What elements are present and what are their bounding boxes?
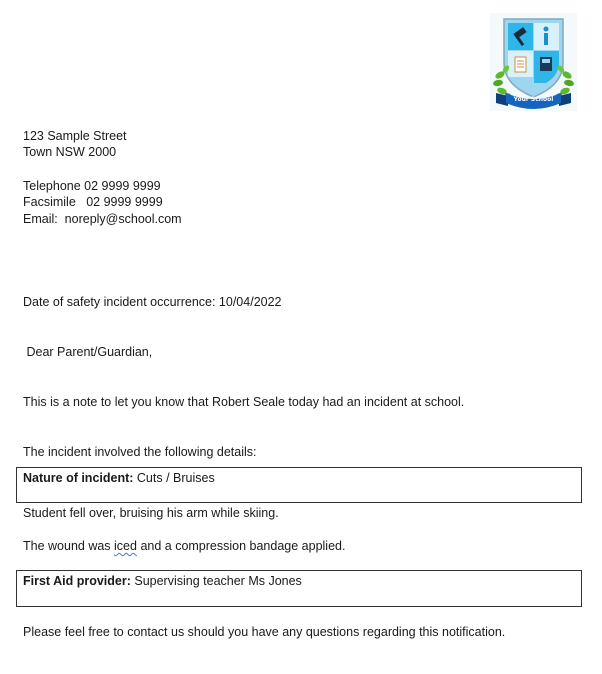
intro-paragraph: This is a note to let you know that Robert Seale today had an incident at school. <box>23 395 465 409</box>
address-line-1: 123 Sample Street <box>23 129 127 143</box>
treatment-paragraph <box>23 538 345 554</box>
closing-paragraph: Please feel free to contact us should you have any questions regarding this notification. <box>23 625 506 639</box>
email: Email: noreply@school.com <box>23 212 182 226</box>
treatment-after: and a compression bandage applied. <box>136 539 346 553</box>
details-intro: The incident involved the following details: <box>23 445 257 459</box>
incident-date: Date of safety incident occurrence: 10/04/2022 <box>23 295 282 309</box>
treatment-highlight: iced <box>114 539 137 553</box>
telephone: Telephone 02 9999 9999 <box>23 179 161 193</box>
nature-of-incident-box <box>16 467 582 503</box>
address-line-2: Town NSW 2000 <box>23 145 117 159</box>
nature-of-incident <box>23 470 215 486</box>
logo-text: Your School <box>513 96 554 103</box>
first-aid-provider-box <box>16 570 582 607</box>
nature-value: Cuts / Bruises <box>133 471 215 485</box>
first-aid-value: Supervising teacher Ms Jones <box>130 574 302 588</box>
salutation: Dear Parent/Guardian, <box>23 345 153 359</box>
treatment-before: The wound was <box>23 539 115 553</box>
first-aid-provider <box>23 573 302 589</box>
nature-label: Nature of incident: <box>23 471 134 485</box>
first-aid-label: First Aid provider: <box>23 574 131 588</box>
incident-description: Student fell over, bruising his arm while skiing. <box>23 506 279 520</box>
facsimile: Facsimile 02 9999 9999 <box>23 195 163 209</box>
school-logo <box>490 13 577 111</box>
